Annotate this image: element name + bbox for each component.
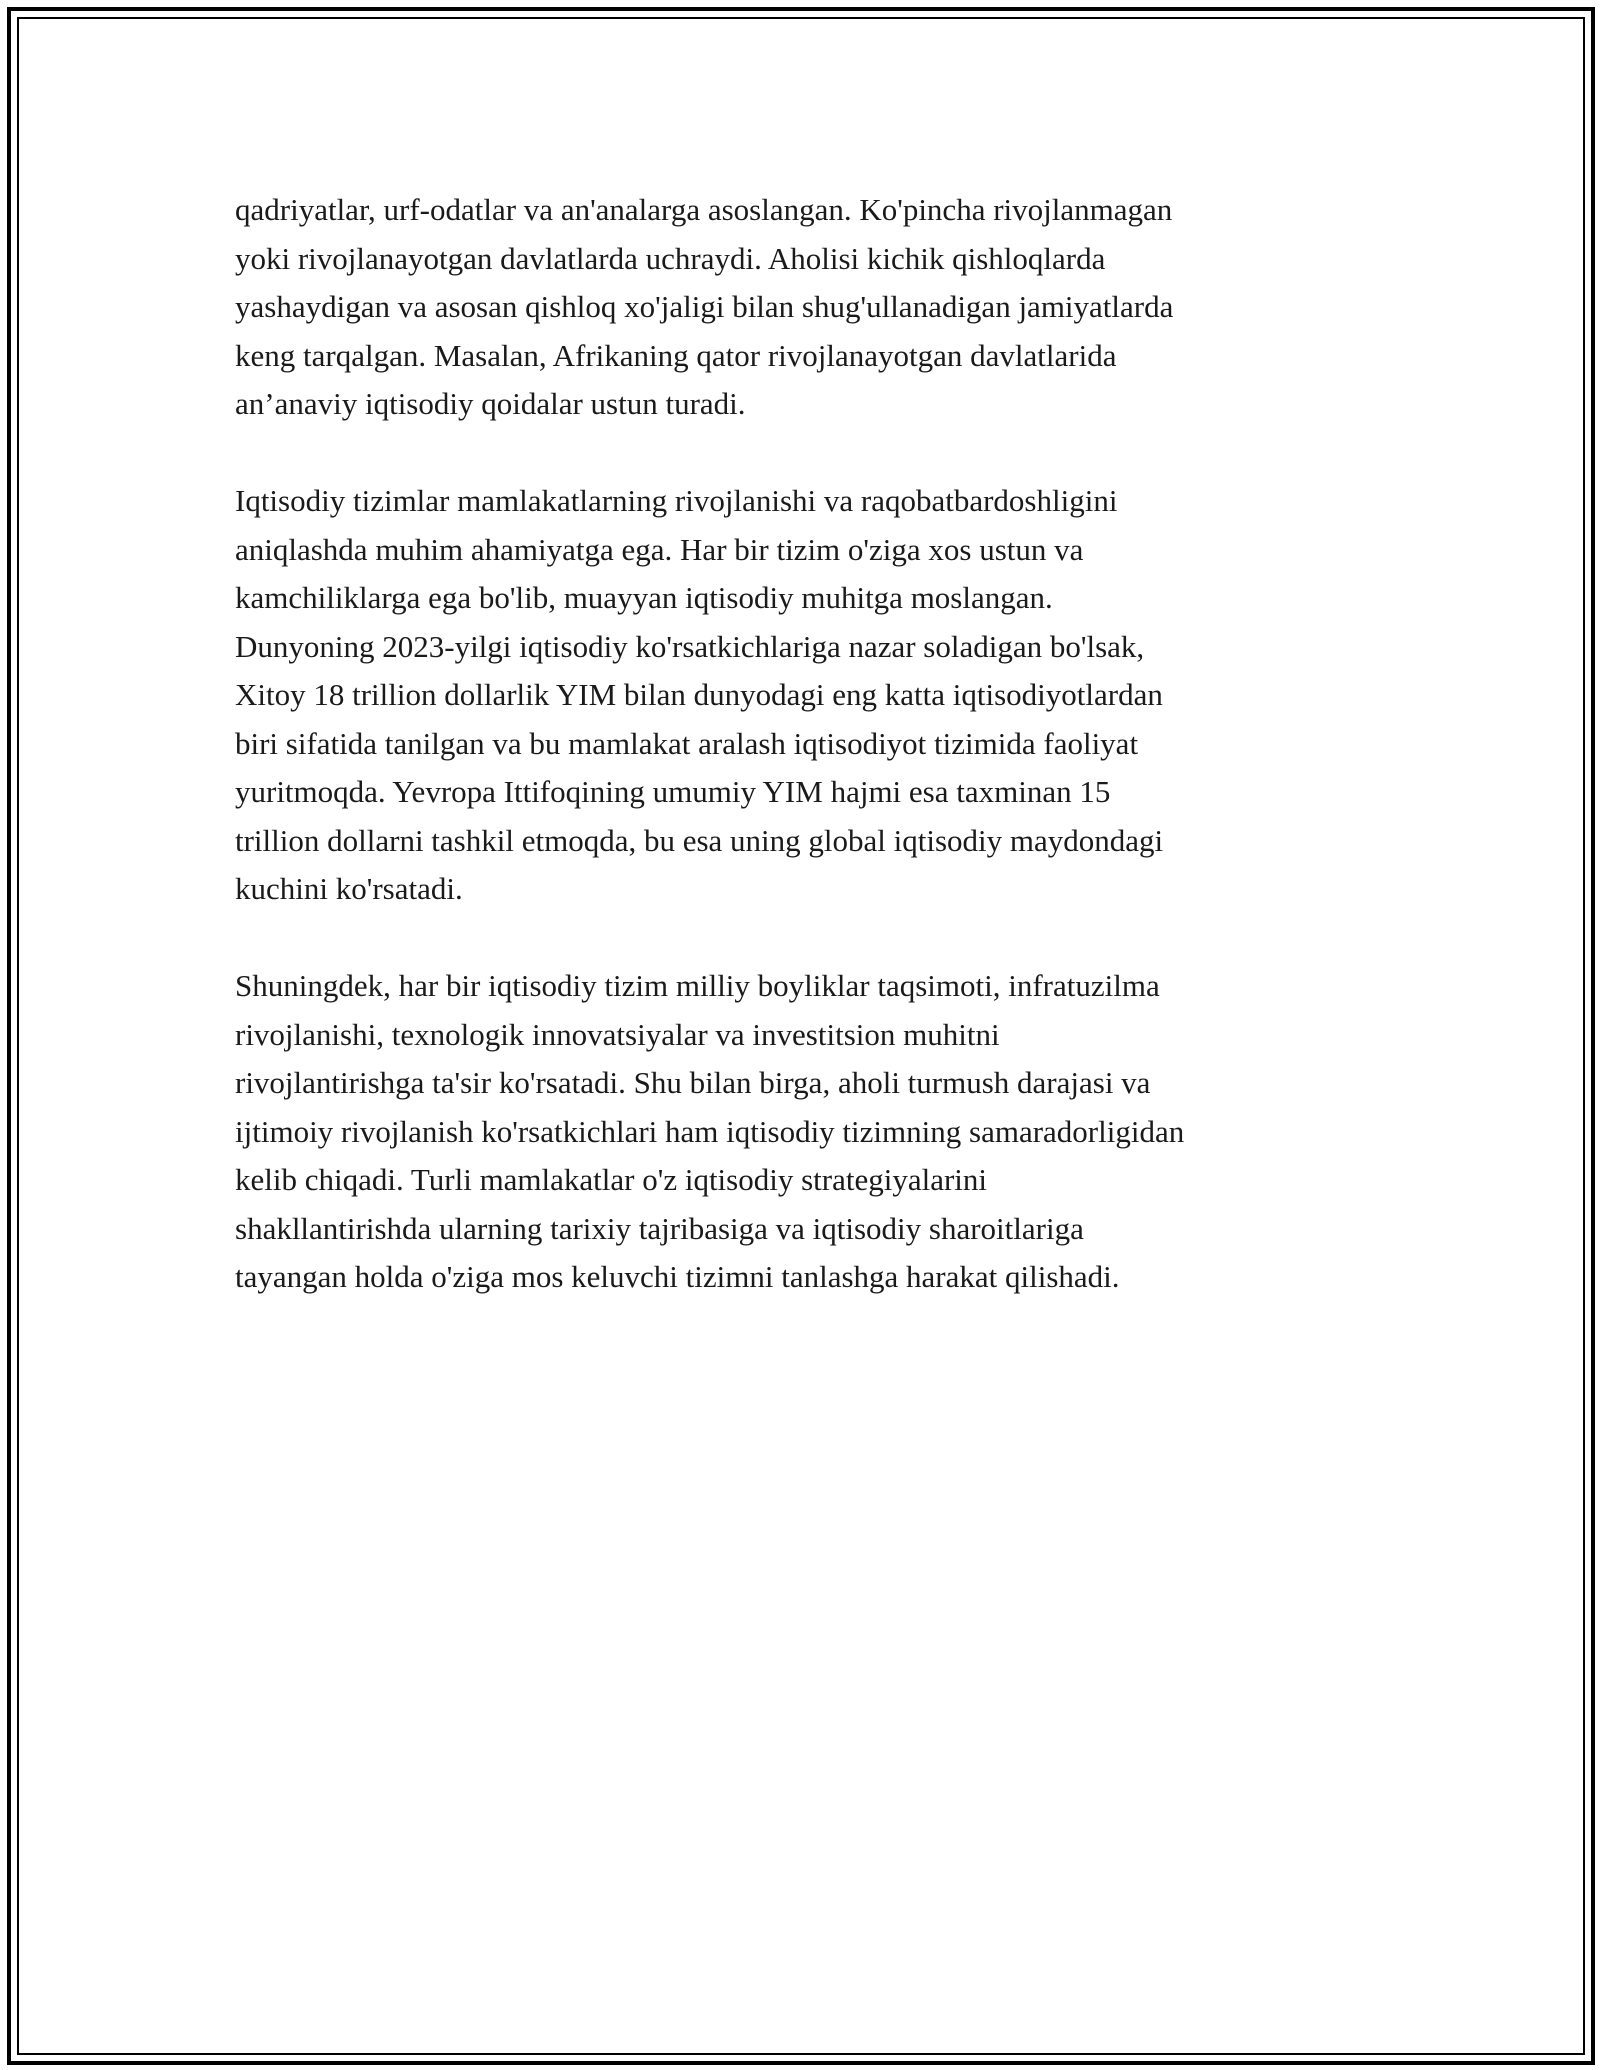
- document-body: [235, 186, 1385, 1350]
- paragraph-traditional-economy: qadriyatlar, urf-odatlar va an'analarga asoslangan. Ko'pincha rivojlanmagan yoki rivojlanayotgan davlatlarda uchraydi. Aholisi kichik qishloqlarda yashaydigan va asosan qishloq xo'jaligi bilan shug'ullanadigan jamiyatlarda keng tarqalgan. Masalan, Afrikaning qator rivojlanayotgan davlatlarida an’anaviy iqtisodiy qoidalar ustun turadi.: [235, 192, 1174, 421]
- paragraph-national-wealth: Shuningdek, har bir iqtisodiy tizim milliy boyliklar taqsimoti, infratuzilma rivojlanishi, texnologik innovatsiyalar va investitsion muhitni rivojlantirishga ta'sir ko'rsatadi. Shu bilan birga, aholi turmush darajasi va ijtimoiy rivojlanish ko'rsatkichlari ham iqtisodiy tizimning samaradorligidan kelib chiqadi. Turli mamlakatlar o'z iqtisodiy strategiyalarini shakllantirishda ularning tarixiy tajribasiga va iqtisodiy sharoitlariga tayangan holda o'ziga mos keluvchi tizimni tanlashga harakat qilishadi.: [235, 968, 1185, 1294]
- paragraph-economic-systems: Iqtisodiy tizimlar mamlakatlarning rivojlanishi va raqobatbardoshligini aniqlashda muhim ahamiyatga ega. Har bir tizim o'ziga xos ustun va kamchiliklarga ega bo'lib, muayyan iqtisodiy muhitga moslangan. Dunyoning 2023-yilgi iqtisodiy ko'rsatkichlariga nazar soladigan bo'lsak, Xitoy 18 trillion dollarlik YIM bilan dunyodagi eng katta iqtisodiyotlardan biri sifatida tanilgan va bu mamlakat aralash iqtisodiyot tizimida faoliyat yuritmoqda. Yevropa Ittifoqining umumiy YIM hajmi esa taxminan 15 trillion dollarni tashkil etmoqda, bu esa uning global iqtisodiy maydondagi kuchini ko'rsatadi.: [235, 483, 1164, 906]
